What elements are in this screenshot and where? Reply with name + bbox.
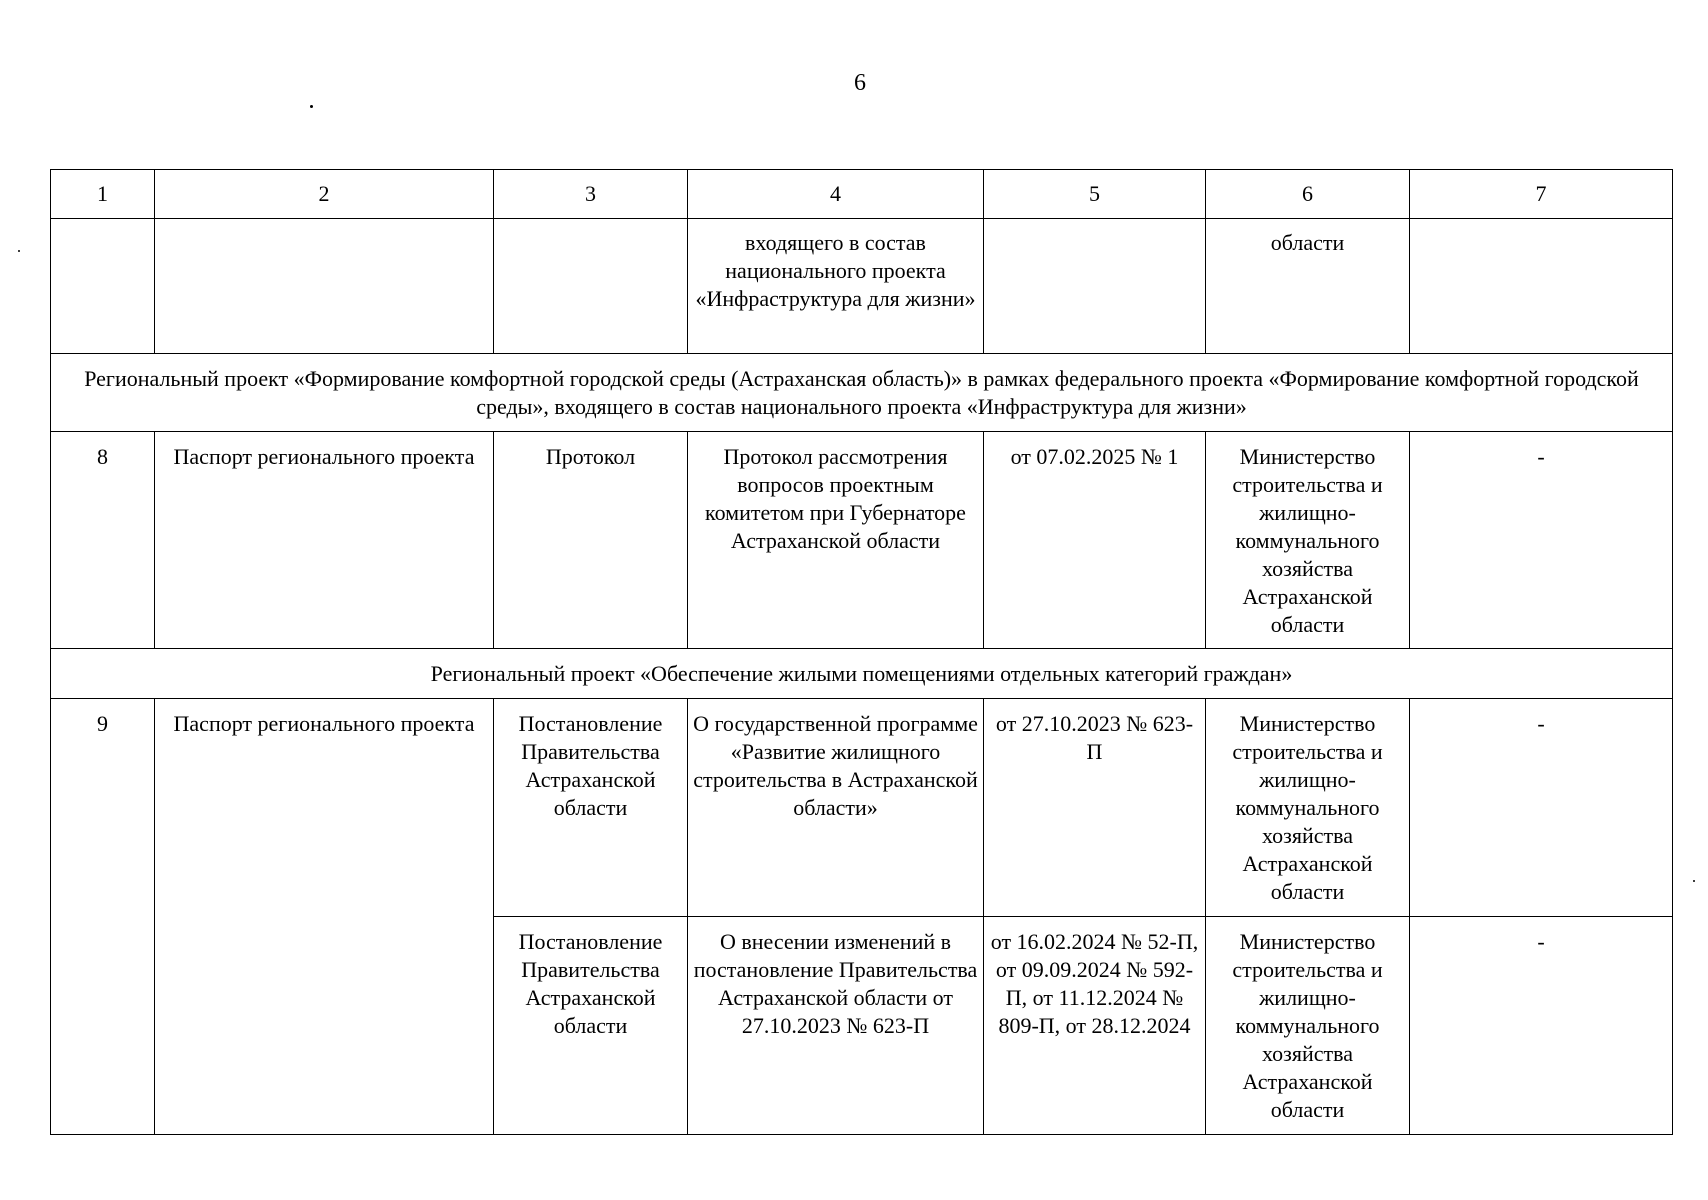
column-number: 3	[494, 170, 688, 219]
column-number: 2	[155, 170, 494, 219]
column-number: 1	[51, 170, 155, 219]
doc-name-cell: О внесении изменений в постановление Правительства Астраханской области от 27.10.2023 № 623-П	[688, 917, 984, 1135]
scan-speck	[18, 250, 20, 252]
table-cell	[155, 219, 494, 354]
table-row	[51, 432, 1673, 649]
doc-type-cell: Протокол	[494, 432, 688, 649]
row-number: 8	[51, 432, 155, 649]
doc-type-cell: Постановление Правительства Астраханской области	[494, 699, 688, 917]
row-number: 9	[51, 699, 155, 1135]
column-number: 4	[688, 170, 984, 219]
table-cell	[51, 219, 155, 354]
responsible-cell: Министерство строительства и жилищно-коммунального хозяйства Астраханской области	[1206, 699, 1410, 917]
doc-name-cell: Протокол рассмотрения вопросов проектным комитетом при Губернаторе Астраханской области	[688, 432, 984, 649]
table-cell	[984, 219, 1206, 354]
table-cell	[1410, 219, 1673, 354]
document-table	[50, 169, 1673, 1135]
note-cell: -	[1410, 699, 1673, 917]
table-cell: области	[1206, 219, 1410, 354]
scan-speck	[1693, 880, 1695, 882]
note-cell: -	[1410, 432, 1673, 649]
basis-cell: Паспорт регионального проекта	[155, 432, 494, 649]
doc-name-cell: О государственной программе «Развитие жилищного строительства в Астраханской области»	[688, 699, 984, 917]
scan-speck	[310, 105, 313, 108]
doc-date-cell: от 16.02.2024 № 52-П, от 09.09.2024 № 592-П, от 11.12.2024 № 809-П, от 28.12.2024	[984, 917, 1206, 1135]
doc-date-cell: от 07.02.2025 № 1	[984, 432, 1206, 649]
table-row	[51, 699, 1673, 917]
responsible-cell: Министерство строительства и жилищно-коммунального хозяйства Астраханской области	[1206, 432, 1410, 649]
basis-cell: Паспорт регионального проекта	[155, 699, 494, 1135]
page-number: 6	[854, 70, 866, 96]
column-number: 6	[1206, 170, 1410, 219]
section-header-row	[51, 649, 1673, 699]
section-header-row	[51, 354, 1673, 432]
column-number-row	[51, 170, 1673, 219]
continuation-row	[51, 219, 1673, 354]
note-cell: -	[1410, 917, 1673, 1135]
section-title: Региональный проект «Формирование комфортной городской среды (Астраханская область)» в рамках федерального проекта «Формирование комфортной городской среды», входящего в состав национального проекта «Инфраструктура для жизни»	[51, 354, 1673, 432]
doc-type-cell: Постановление Правительства Астраханской области	[494, 917, 688, 1135]
column-number: 7	[1410, 170, 1673, 219]
responsible-cell: Министерство строительства и жилищно-коммунального хозяйства Астраханской области	[1206, 917, 1410, 1135]
table-cell	[494, 219, 688, 354]
table-cell: входящего в состав национального проекта «Инфраструктура для жизни»	[688, 219, 984, 354]
column-number: 5	[984, 170, 1206, 219]
section-title: Региональный проект «Обеспечение жилыми помещениями отдельных категорий граждан»	[51, 649, 1673, 699]
doc-date-cell: от 27.10.2023 № 623-П	[984, 699, 1206, 917]
